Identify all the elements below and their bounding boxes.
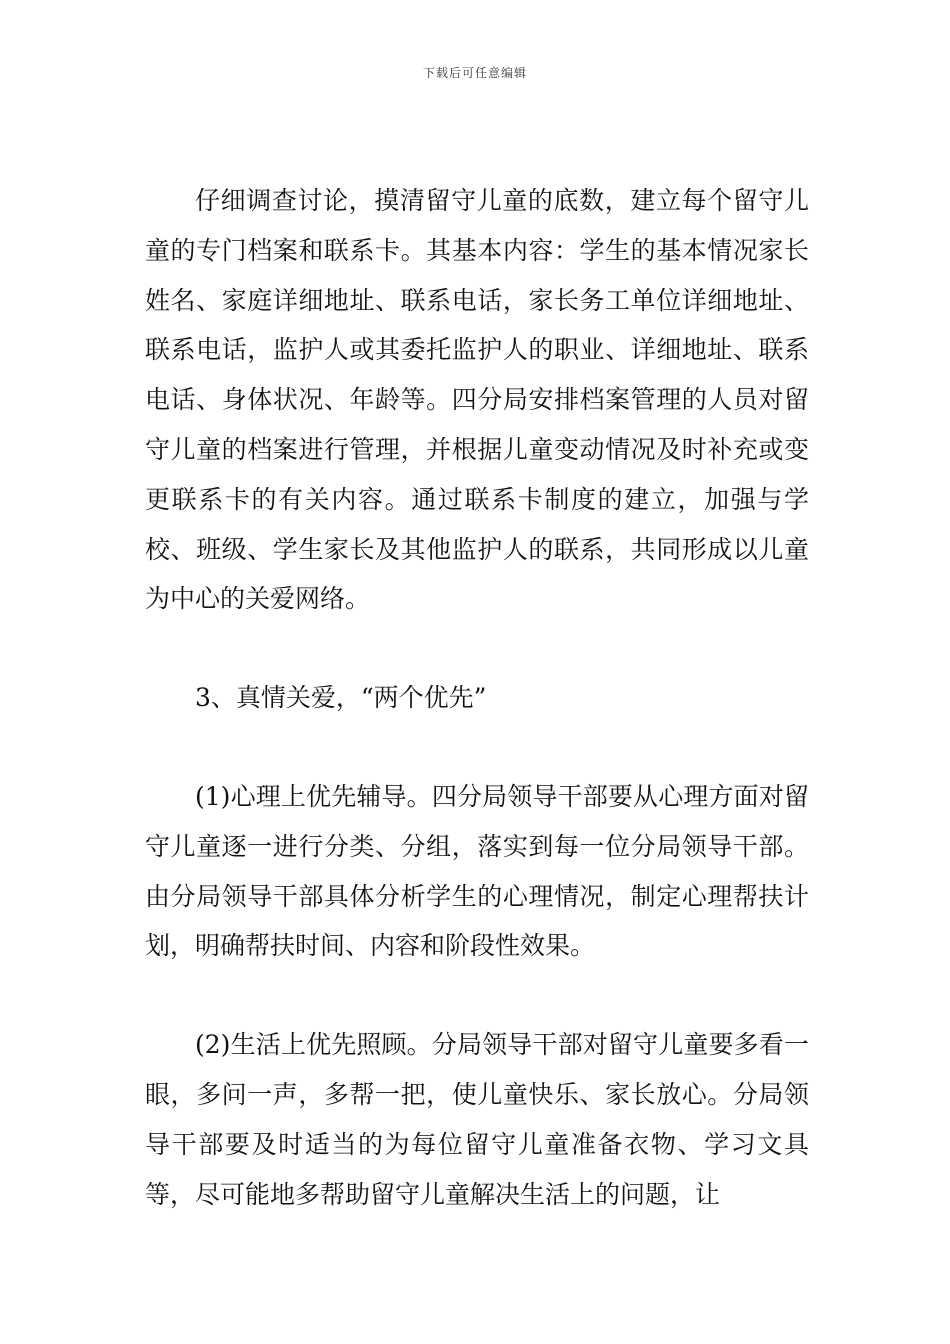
- section-heading: 3、真情关爱，“两个优先”: [195, 683, 487, 713]
- page-header: 下载后可任意编辑: [422, 66, 527, 80]
- paragraph-psychological: (1)心理上优先辅导。四分局领导干部要从心理方面对留守儿童逐一进行分类、分组，落实到每一位分局领导干部。由分局领导干部具体分析学生的心理情况，制定心理帮扶计划，明确帮扶时间、内容和阶段性效果。: [145, 781, 809, 961]
- document-body: [145, 176, 809, 1219]
- paragraph-archive: 仔细调查讨论，摸清留守儿童的底数，建立每个留守儿童的专门档案和联系卡。其基本内容：学生的基本情况家长姓名、家庭详细地址、联系电话，家长务工单位详细地址、联系电话，监护人或其委托监护人的职业、详细地址、联系电话、身体状况、年龄等。四分局安排档案管理的人员对留守儿童的档案进行管理，并根据儿童变动情况及时补充或变更联系卡的有关内容。通过联系卡制度的建立，加强与学校、班级、学生家长及其他监护人的联系，共同形成以儿童为中心的关爱网络。: [145, 186, 809, 614]
- paragraph-life-care: (2)生活上优先照顾。分局领导干部对留守儿童要多看一眼，多问一声，多帮一把，使儿童快乐、家长放心。分局领导干部要及时适当的为每位留守儿童准备衣物、学习文具等，尽可能地多帮助留守儿童解决生活上的问题，让: [145, 1030, 809, 1209]
